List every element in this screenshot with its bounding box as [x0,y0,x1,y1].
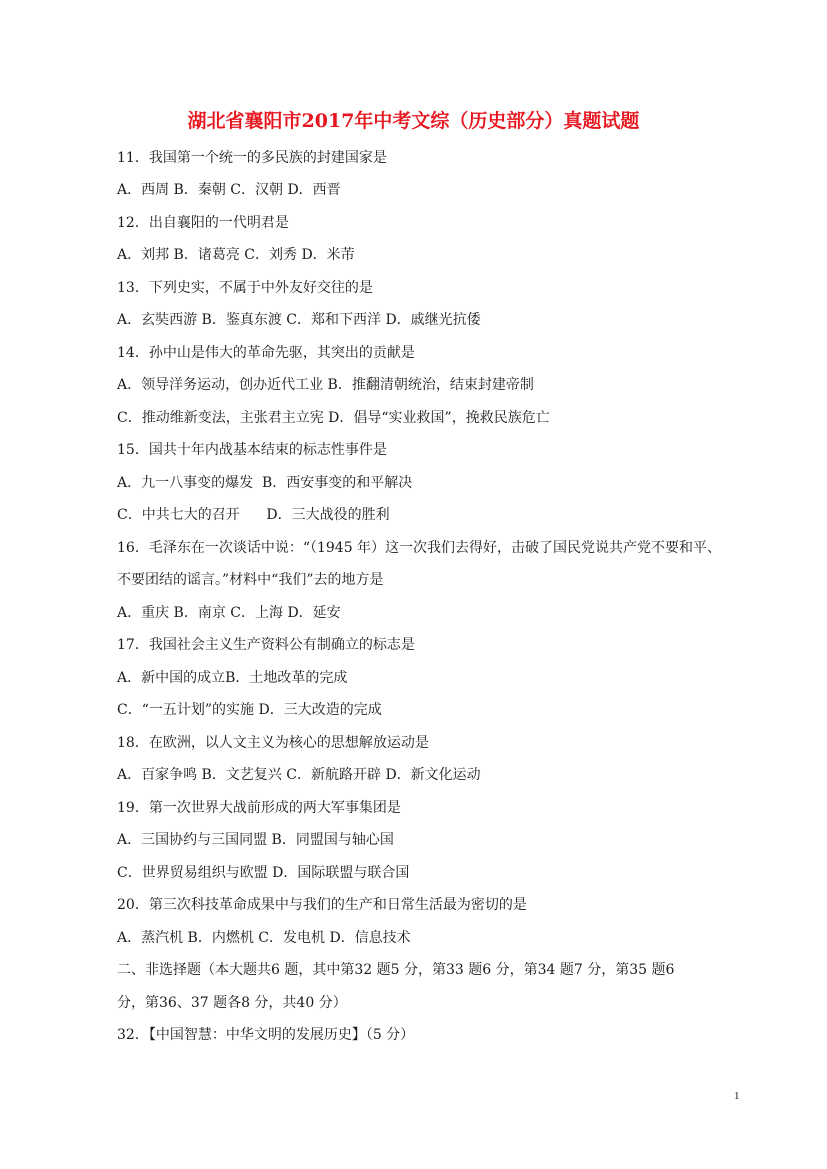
question-17-options-ab: A．新中国的成立B．土地改革的完成 [117,670,348,686]
question-14-options-cd: C．推动维新变法，主张君主立宪 D．倡导“实业救国”，挽救民族危亡 [117,410,550,426]
question-14: 14．孙中山是伟大的革命先驱，其突出的贡献是 [117,345,415,361]
question-15: 15．国共十年内战基本结束的标志性事件是 [117,442,387,458]
question-19-options-cd: C．世界贸易组织与欧盟 D．国际联盟与联合国 [117,865,410,881]
question-16-options: A．重庆 B．南京 C．上海 D．延安 [117,605,341,621]
question-19-options-ab: A．三国协约与三国同盟 B．同盟国与轴心国 [117,832,394,848]
question-32: 32．【中国智慧：中华文明的发展历史】（5 分） [117,1027,415,1043]
question-11: 11．我国第一个统一的多民族的封建国家是 [117,150,387,166]
question-15-options-ab: A．九一八事变的爆发 B．西安事变的和平解决 [117,475,413,491]
question-19: 19．第一次世界大战前形成的两大军事集团是 [117,800,401,816]
question-14-options-ab: A．领导洋务运动，创办近代工业 B．推翻清朝统治，结束封建帝制 [117,377,534,393]
question-16-continued: 不要团结的谣言。”材料中“我们”去的地方是 [117,572,384,588]
question-20-options: A．蒸汽机 B．内燃机 C．发电机 D．信息技术 [117,930,411,946]
question-17: 17．我国社会主义生产资料公有制确立的标志是 [117,637,415,653]
question-13: 13．下列史实，不属于中外友好交往的是 [117,280,373,296]
question-17-options-cd: C．“一五计划”的实施 D．三大改造的完成 [117,702,382,718]
document-title: 湖北省襄阳市2017年中考文综（历史部分）真题试题 [187,110,640,132]
section-2-heading: 二、非选择题（本大题共6 题，其中第32 题5 分，第33 题6 分，第34 题7 分，第35 题6 [117,962,675,978]
question-20: 20．第三次科技革命成果中与我们的生产和日常生活最为密切的是 [117,897,527,913]
question-15-options-cd: C．中共七大的召开 D．三大战役的胜利 [117,507,390,523]
question-12-options: A．刘邦 B．诸葛亮 C．刘秀 D．米芾 [117,247,355,263]
section-2-heading-continued: 分，第36、37 题各8 分，共40 分） [117,995,347,1011]
question-18-options: A．百家争鸣 B．文艺复兴 C．新航路开辟 D．新文化运动 [117,767,481,783]
question-18: 18．在欧洲，以人文主义为核心的思想解放运动是 [117,735,429,751]
question-12: 12．出自襄阳的一代明君是 [117,215,289,231]
question-16: 16．毛泽东在一次谈话中说：“（1945 年）这一次我们去得好，击破了国民党说共产党不要和平、 [117,540,722,556]
page-number: 1 [734,1090,740,1102]
question-11-options: A．西周 B．秦朝 C．汉朝 D．西晋 [117,182,341,198]
question-13-options: A．玄奘西游 B．鉴真东渡 C．郑和下西洋 D．戚继光抗倭 [117,312,481,328]
